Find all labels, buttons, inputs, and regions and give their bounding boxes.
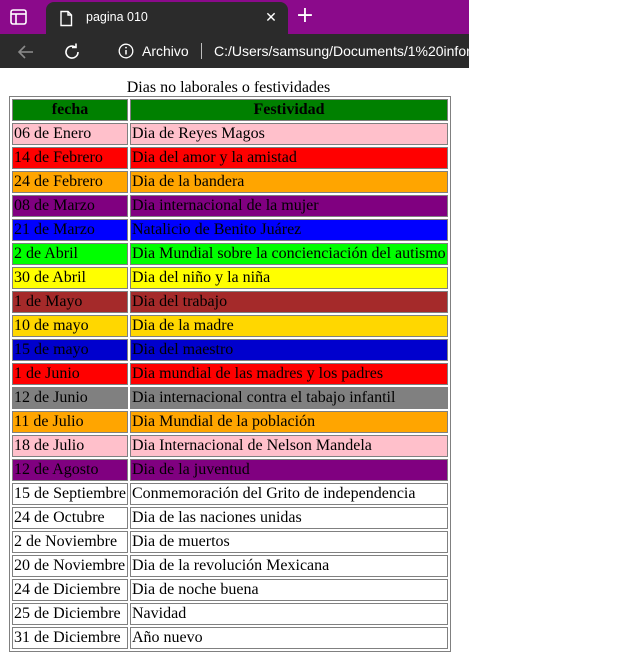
- table-row: [12, 339, 448, 361]
- date-cell: 24 de Octubre: [12, 507, 128, 529]
- table-row: [12, 483, 448, 505]
- festivity-cell: Dia de la madre: [130, 315, 448, 337]
- date-cell: 15 de mayo: [12, 339, 128, 361]
- date-cell: 24 de Diciembre: [12, 579, 128, 601]
- festivity-cell: Dia internacional contra el tabajo infantil: [130, 387, 448, 409]
- festivity-cell: Dia Mundial sobre la concienciación del autismo: [130, 243, 448, 265]
- header-festividad: Festividad: [130, 99, 448, 121]
- festivity-cell: Conmemoración del Grito de independencia: [130, 483, 448, 505]
- date-cell: 2 de Noviembre: [12, 531, 128, 553]
- table-row: [12, 123, 448, 145]
- table-row: [12, 579, 448, 601]
- date-cell: 18 de Julio: [12, 435, 128, 457]
- active-tab[interactable]: [46, 2, 288, 34]
- reload-icon[interactable]: [62, 42, 82, 62]
- page-icon: [58, 10, 74, 27]
- site-info-label[interactable]: Archivo: [142, 43, 189, 59]
- festivity-cell: Dia del maestro: [130, 339, 448, 361]
- table-row: [12, 507, 448, 529]
- header-row: [12, 99, 448, 121]
- festivity-cell: Dia del niño y la niña: [130, 267, 448, 289]
- tab-strip: [0, 0, 469, 34]
- table-row: [12, 219, 448, 241]
- date-cell: 06 de Enero: [12, 123, 128, 145]
- table-row: [12, 627, 448, 649]
- date-cell: 21 de Marzo: [12, 219, 128, 241]
- festivity-cell: Dia del amor y la amistad: [130, 147, 448, 169]
- date-cell: 20 de Noviembre: [12, 555, 128, 577]
- table-row: [12, 171, 448, 193]
- date-cell: 12 de Junio: [12, 387, 128, 409]
- festivity-cell: Dia de la bandera: [130, 171, 448, 193]
- festivity-cell: Dia de la revolución Mexicana: [130, 555, 448, 577]
- header-fecha: fecha: [12, 99, 128, 121]
- festivity-cell: Dia de Reyes Magos: [130, 123, 448, 145]
- date-cell: 25 de Diciembre: [12, 603, 128, 625]
- table-row: [12, 195, 448, 217]
- date-cell: 30 de Abril: [12, 267, 128, 289]
- date-cell: 08 de Marzo: [12, 195, 128, 217]
- festivities-table: [9, 96, 451, 652]
- festivity-cell: Natalicio de Benito Juárez: [130, 219, 448, 241]
- date-cell: 15 de Septiembre: [12, 483, 128, 505]
- close-tab-icon[interactable]: ✕: [265, 10, 277, 26]
- table-row: [12, 291, 448, 313]
- festivity-cell: Dia mundial de las madres y los padres: [130, 363, 448, 385]
- date-cell: 24 de Febrero: [12, 171, 128, 193]
- url-field[interactable]: C:/Users/samsung/Documents/1%20informatica/pagina%20010.html: [214, 43, 640, 59]
- new-tab-button[interactable]: +: [295, 3, 315, 28]
- table-row: [12, 531, 448, 553]
- table-row: [12, 315, 448, 337]
- date-cell: 14 de Febrero: [12, 147, 128, 169]
- date-cell: 10 de mayo: [12, 315, 128, 337]
- festivity-cell: Dia Internacional de Nelson Mandela: [130, 435, 448, 457]
- back-arrow-icon[interactable]: [16, 42, 36, 62]
- table-row: [12, 147, 448, 169]
- date-cell: 11 de Julio: [12, 411, 128, 433]
- table-row: [12, 363, 448, 385]
- table-row: [12, 267, 448, 289]
- table-caption: Dias no laborales o festividades: [126, 79, 331, 96]
- festivity-cell: Año nuevo: [130, 627, 448, 649]
- date-cell: 31 de Diciembre: [12, 627, 128, 649]
- festivity-cell: Dia de la juventud: [130, 459, 448, 481]
- festivity-cell: Navidad: [130, 603, 448, 625]
- date-cell: 1 de Junio: [12, 363, 128, 385]
- date-cell: 12 de Agosto: [12, 459, 128, 481]
- festivity-cell: Dia del trabajo: [130, 291, 448, 313]
- info-icon[interactable]: [118, 43, 134, 59]
- table-row: [12, 555, 448, 577]
- address-separator: [201, 43, 202, 59]
- tab-actions-icon[interactable]: [8, 6, 30, 28]
- table-row: [12, 387, 448, 409]
- tab-title: pagina 010: [86, 10, 148, 24]
- table-row: [12, 243, 448, 265]
- date-cell: 2 de Abril: [12, 243, 128, 265]
- table-row: [12, 435, 448, 457]
- table-row: [12, 603, 448, 625]
- table-row: [12, 459, 448, 481]
- festivity-cell: Dia de noche buena: [130, 579, 448, 601]
- festivity-cell: Dia de las naciones unidas: [130, 507, 448, 529]
- festivity-cell: Dia internacional de la mujer: [130, 195, 448, 217]
- table-row: [12, 411, 448, 433]
- festivity-cell: Dia Mundial de la población: [130, 411, 448, 433]
- festivity-cell: Dia de muertos: [130, 531, 448, 553]
- date-cell: 1 de Mayo: [12, 291, 128, 313]
